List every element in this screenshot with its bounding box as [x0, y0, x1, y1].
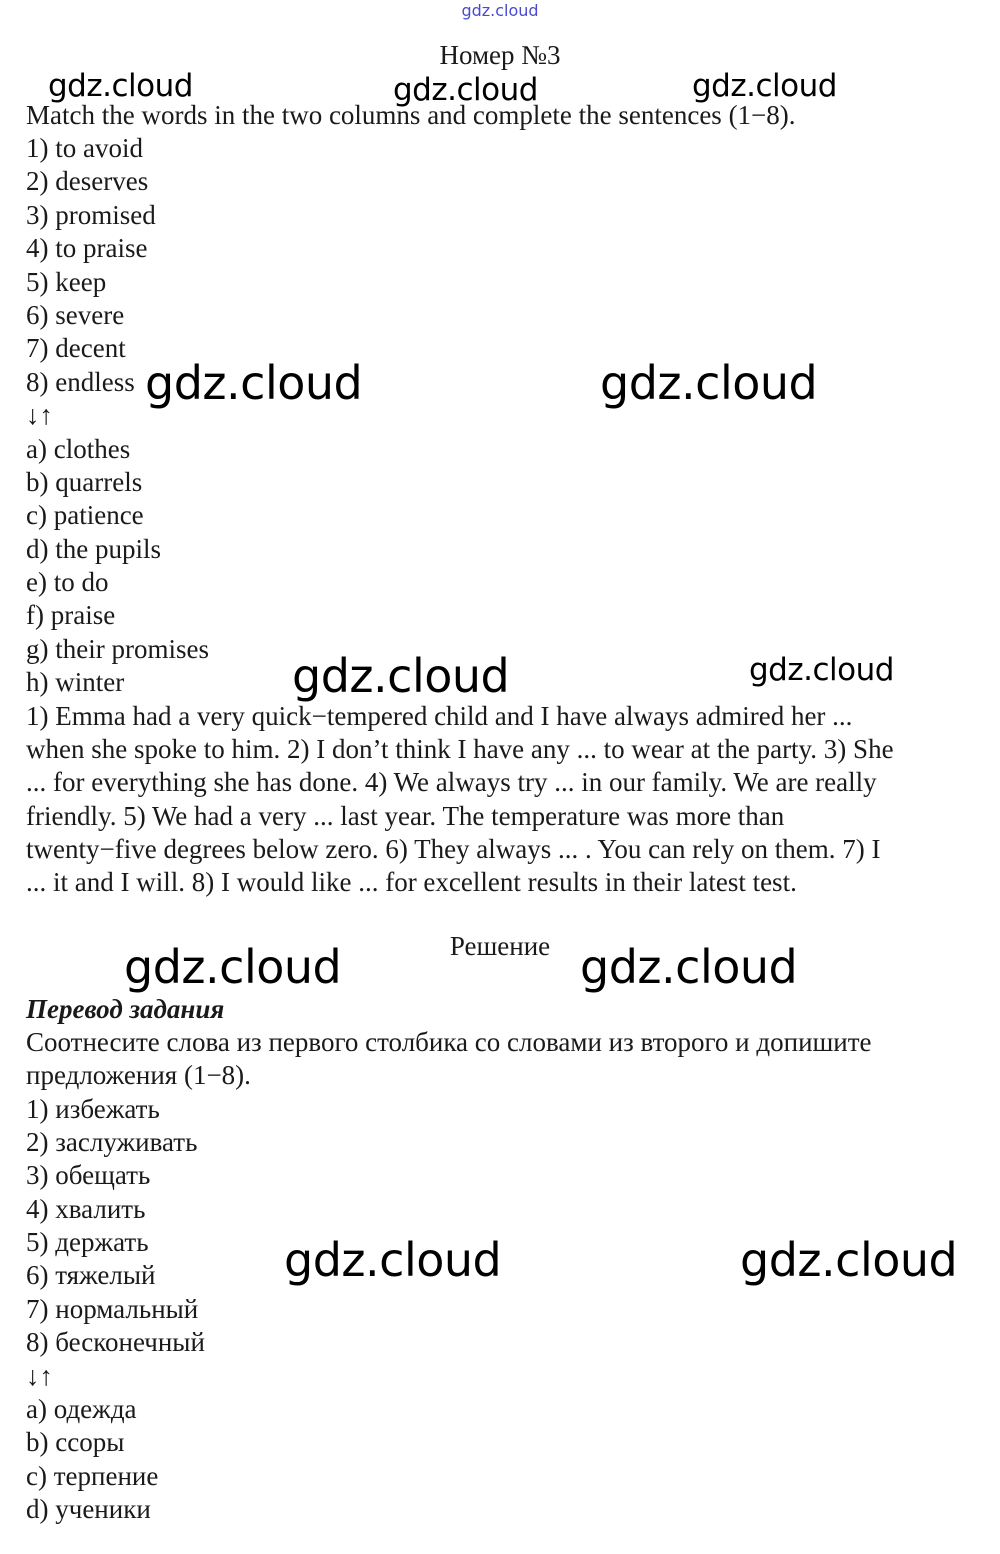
right-column-item: c) patience	[26, 500, 144, 530]
right-column-item: h) winter	[26, 667, 125, 697]
right-column-item: f) praise	[26, 600, 116, 630]
translation-heading: Перевод задания	[26, 994, 225, 1024]
sentence-line: when she spoke to him. 2) I don’t think I have any ... to wear at the party. 3) She	[26, 734, 894, 764]
right-column-item: g) their promises	[26, 634, 209, 664]
ru-left-column-item: 2) заслуживать	[26, 1127, 198, 1157]
watermark-text: gdz.cloud	[48, 68, 193, 104]
exercise-title: Номер №3	[439, 40, 561, 70]
left-column-item: 6) severe	[26, 300, 125, 330]
sentence-line: ... it and I will. 8) I would like ... for excellent results in their latest test.	[26, 867, 797, 897]
right-column-item: e) to do	[26, 567, 109, 597]
sentence-line: 1) Emma had a very quick−tempered child and I have always admired her ...	[26, 701, 853, 731]
watermark-text: gdz.cloud	[393, 72, 538, 108]
watermark-text: gdz.cloud	[292, 649, 510, 703]
left-column-item: 5) keep	[26, 267, 107, 297]
left-column-item: 1) to avoid	[26, 133, 143, 163]
watermark-text: gdz.cloud	[145, 356, 363, 410]
ru-match-arrows: ↓↑	[26, 1361, 53, 1391]
ru-right-column-item: d) ученики	[26, 1494, 151, 1524]
ru-left-column-item: 1) избежать	[26, 1094, 160, 1124]
ru-left-column-item: 5) держать	[26, 1227, 149, 1257]
left-column-item: 7) decent	[26, 333, 126, 363]
watermark-text: gdz.cloud	[580, 940, 798, 994]
task-instruction: Match the words in the two columns and complete the sentences (1−8).	[26, 100, 796, 130]
right-column-item: b) quarrels	[26, 467, 143, 497]
watermark-text: gdz.cloud	[600, 356, 818, 410]
ru-left-column-item: 3) обещать	[26, 1160, 151, 1190]
ru-left-column-item: 8) бесконечный	[26, 1327, 205, 1357]
left-column-item: 4) to praise	[26, 233, 148, 263]
ru-right-column-item: a) одежда	[26, 1394, 137, 1424]
ru-right-column-item: b) ссоры	[26, 1427, 125, 1457]
left-column-item: 3) promised	[26, 200, 156, 230]
left-column-item: 2) deserves	[26, 166, 149, 196]
watermark-text: gdz.cloud	[124, 940, 342, 994]
sentence-line: ... for everything she has done. 4) We always try ... in our family. We are really	[26, 767, 877, 797]
left-column-item: 8) endless	[26, 367, 135, 397]
ru-right-column-item: c) терпение	[26, 1461, 159, 1491]
solution-title: Решение	[449, 931, 551, 961]
translation-line: предложения (1−8).	[26, 1060, 251, 1090]
site-watermark-top: gdz.cloud	[461, 1, 539, 20]
sentence-line: twenty−five degrees below zero. 6) They always ... . You can rely on them. 7) I	[26, 834, 881, 864]
right-column-item: d) the pupils	[26, 534, 161, 564]
sentence-line: friendly. 5) We had a very ... last year. The temperature was more than	[26, 801, 785, 831]
translation-line: Соотнесите слова из первого столбика со словами из второго и допишите	[26, 1027, 872, 1057]
watermark-text: gdz.cloud	[740, 1233, 958, 1287]
watermark-text: gdz.cloud	[692, 68, 837, 104]
ru-left-column-item: 7) нормальный	[26, 1294, 199, 1324]
ru-left-column-item: 6) тяжелый	[26, 1260, 156, 1290]
match-arrows: ↓↑	[26, 400, 53, 430]
ru-left-column-item: 4) хвалить	[26, 1194, 146, 1224]
watermark-text: gdz.cloud	[749, 652, 894, 688]
watermark-text: gdz.cloud	[284, 1233, 502, 1287]
right-column-item: a) clothes	[26, 434, 131, 464]
